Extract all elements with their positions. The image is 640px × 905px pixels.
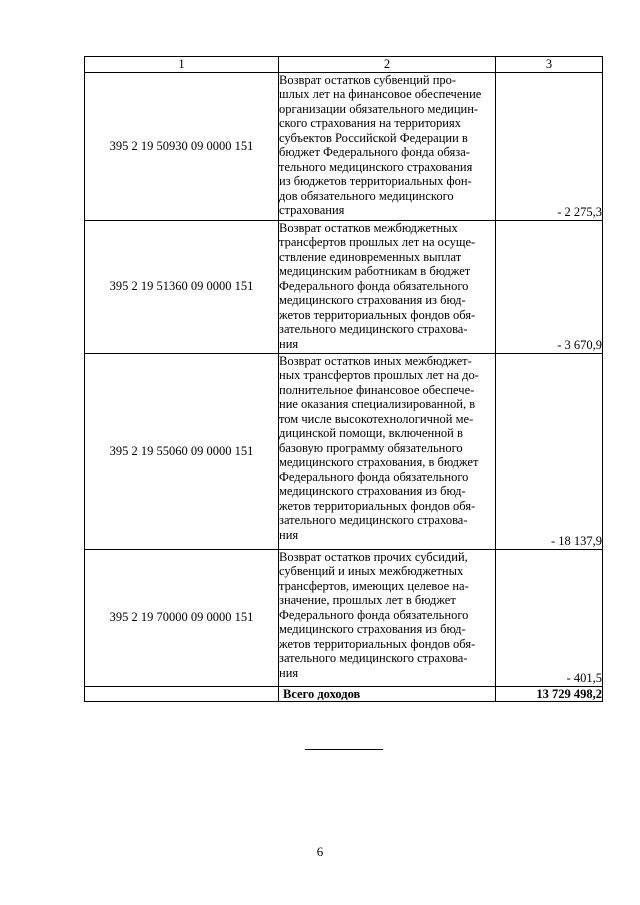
description-line: тельного медицинского страхования xyxy=(279,159,473,174)
total-amount: 13 729 498,2 xyxy=(496,686,603,701)
description-line: значение, прошлых лет в бюджет xyxy=(279,593,456,607)
revenue-table xyxy=(84,56,603,702)
column-header: 3 xyxy=(496,57,603,73)
description-line: Возврат остатков межбюджетных xyxy=(279,220,458,235)
budget-code: 395 2 19 50930 09 0000 151 xyxy=(85,72,279,220)
budget-code: 395 2 19 51360 09 0000 151 xyxy=(85,220,279,353)
budget-code: 395 2 19 55060 09 0000 151 xyxy=(85,353,279,549)
description-line: медицинского страхования из бюд- xyxy=(279,484,466,498)
description-line: Федерального фонда обязательного xyxy=(279,607,469,622)
column-header: 1 xyxy=(85,57,279,73)
description-line: полнительное финансовое обеспече- xyxy=(279,382,475,397)
description-line: страхования xyxy=(279,203,345,217)
description-line: ния xyxy=(279,336,299,351)
description-line: трансфертов, имеющих целевое на- xyxy=(279,578,469,593)
row-amount: - 401,5 xyxy=(496,549,603,686)
row-amount: - 18 137,9 xyxy=(496,353,603,549)
description-line: дов обязательного медицинского xyxy=(279,188,454,203)
description-line: том числе высокотехнологичной ме- xyxy=(279,411,474,426)
table-row xyxy=(85,353,603,549)
description-line: шлых лет на финансовое обеспечение xyxy=(279,87,482,101)
description-line: Возврат остатков иных межбюджет- xyxy=(279,353,472,368)
table-header-row xyxy=(85,57,603,73)
row-description xyxy=(279,549,496,686)
budget-code: 395 2 19 70000 09 0000 151 xyxy=(85,549,279,686)
description-line: медицинского страхования, в бюджет xyxy=(279,455,479,469)
row-amount: - 2 275,3 xyxy=(496,72,603,220)
description-line: субъектов Российской Федерации в xyxy=(279,130,468,145)
row-description xyxy=(279,353,496,549)
separator-line xyxy=(305,749,383,750)
row-description xyxy=(279,72,496,220)
description-line: из бюджетов территориальных фон- xyxy=(279,174,472,188)
page-number: 6 xyxy=(316,844,324,859)
column-header: 2 xyxy=(279,57,496,73)
total-label: Всего доходов xyxy=(279,686,496,701)
description-line: бюджет Федерального фонда обяза- xyxy=(279,145,470,159)
description-line: медицинского страхования из бюд- xyxy=(279,293,466,307)
description-line: Федерального фонда обязательного xyxy=(279,469,469,484)
description-line: зательного медицинского страхова- xyxy=(279,651,468,665)
row-amount: - 3 670,9 xyxy=(496,220,603,353)
table-row xyxy=(85,220,603,353)
description-line: базовую программу обязательного xyxy=(279,440,463,455)
description-line: зательного медицинского страхова- xyxy=(279,513,468,527)
description-line: ние оказания специализированной, в xyxy=(279,397,476,411)
description-line: ского страхования на территориях xyxy=(279,116,462,130)
description-line: субвенций и иных межбюджетных xyxy=(279,564,464,578)
description-line: Федерального фонда обязательного xyxy=(279,278,469,293)
description-line: ния xyxy=(279,527,299,542)
description-line: Возврат остатков прочих субсидий, xyxy=(279,549,468,564)
description-line: ных трансфертов прошлых лет на до- xyxy=(279,368,479,382)
total-row xyxy=(85,686,603,701)
table-row xyxy=(85,549,603,686)
total-empty-cell xyxy=(85,686,279,701)
description-line: жетов территориальных фондов обя- xyxy=(279,636,476,651)
description-line: медицинским работникам в бюджет xyxy=(279,264,471,278)
row-description xyxy=(279,220,496,353)
description-line: медицинского страхования из бюд- xyxy=(279,622,466,636)
description-line: трансфертов прошлых лет на осуще- xyxy=(279,235,476,249)
description-line: жетов территориальных фондов обя- xyxy=(279,307,476,322)
description-line: Возврат остатков субвенций про- xyxy=(279,72,457,87)
description-line: дицинской помощи, включенной в xyxy=(279,426,463,440)
description-line: жетов территориальных фондов обя- xyxy=(279,498,476,513)
description-line: организации обязательного медицин- xyxy=(279,101,479,116)
description-line: ствление единовременных выплат xyxy=(279,249,462,264)
description-line: зательного медицинского страхова- xyxy=(279,322,468,336)
table-row xyxy=(85,72,603,220)
description-line: ния xyxy=(279,665,299,680)
